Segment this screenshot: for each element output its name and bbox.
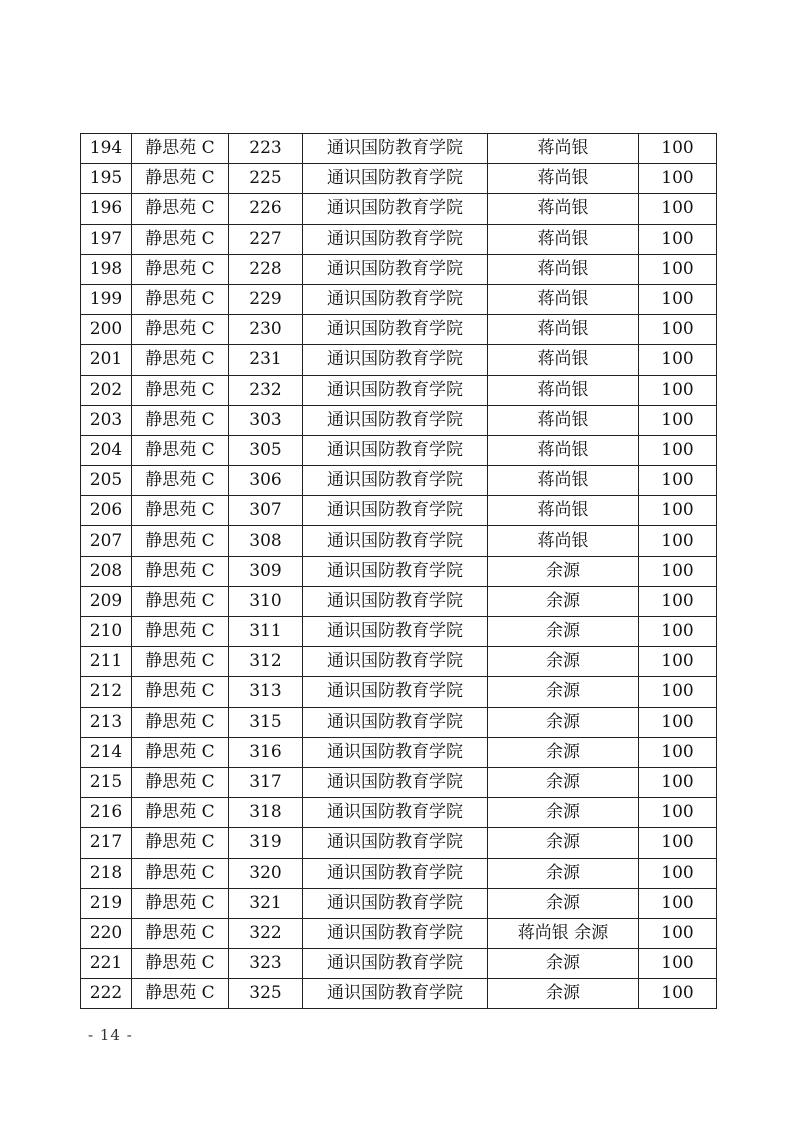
score-cell: 100 — [639, 677, 717, 707]
building-cell: 静思苑 C — [132, 647, 229, 677]
building-cell: 静思苑 C — [132, 164, 229, 194]
college-cell: 通识国防教育学院 — [303, 284, 488, 314]
table-row — [81, 918, 717, 948]
building-cell: 静思苑 C — [132, 737, 229, 767]
row-index-cell: 202 — [81, 375, 132, 405]
table-row — [81, 254, 717, 284]
name-cell: 余源 — [488, 828, 639, 858]
table-row — [81, 466, 717, 496]
college-cell: 通识国防教育学院 — [303, 496, 488, 526]
row-index-cell: 212 — [81, 677, 132, 707]
building-cell: 静思苑 C — [132, 405, 229, 435]
table-row — [81, 496, 717, 526]
college-cell: 通识国防教育学院 — [303, 617, 488, 647]
table-row — [81, 556, 717, 586]
score-cell: 100 — [639, 134, 717, 164]
score-cell: 100 — [639, 586, 717, 616]
building-cell: 静思苑 C — [132, 466, 229, 496]
building-cell: 静思苑 C — [132, 375, 229, 405]
college-cell: 通识国防教育学院 — [303, 677, 488, 707]
row-index-cell: 194 — [81, 134, 132, 164]
building-cell: 静思苑 C — [132, 617, 229, 647]
college-cell: 通识国防教育学院 — [303, 888, 488, 918]
table-row — [81, 194, 717, 224]
row-index-cell: 196 — [81, 194, 132, 224]
college-cell: 通识国防教育学院 — [303, 405, 488, 435]
college-cell: 通识国防教育学院 — [303, 647, 488, 677]
table-row — [81, 979, 717, 1009]
score-cell: 100 — [639, 224, 717, 254]
name-cell: 蒋尚银 — [488, 496, 639, 526]
room-cell: 225 — [229, 164, 303, 194]
row-index-cell: 205 — [81, 466, 132, 496]
score-cell: 100 — [639, 888, 717, 918]
row-index-cell: 222 — [81, 979, 132, 1009]
table-row — [81, 949, 717, 979]
table-row — [81, 858, 717, 888]
college-cell: 通识国防教育学院 — [303, 767, 488, 797]
college-cell: 通识国防教育学院 — [303, 224, 488, 254]
row-index-cell: 214 — [81, 737, 132, 767]
room-cell: 308 — [229, 526, 303, 556]
table-row — [81, 134, 717, 164]
college-cell: 通识国防教育学院 — [303, 435, 488, 465]
college-cell: 通识国防教育学院 — [303, 254, 488, 284]
table-row — [81, 617, 717, 647]
college-cell: 通识国防教育学院 — [303, 949, 488, 979]
college-cell: 通识国防教育学院 — [303, 315, 488, 345]
name-cell: 余源 — [488, 556, 639, 586]
building-cell: 静思苑 C — [132, 858, 229, 888]
room-cell: 305 — [229, 435, 303, 465]
table-row — [81, 647, 717, 677]
room-cell: 226 — [229, 194, 303, 224]
room-cell: 230 — [229, 315, 303, 345]
dormitory-table — [80, 133, 717, 1009]
room-cell: 312 — [229, 647, 303, 677]
name-cell: 余源 — [488, 888, 639, 918]
room-cell: 317 — [229, 767, 303, 797]
college-cell: 通识国防教育学院 — [303, 375, 488, 405]
name-cell: 余源 — [488, 737, 639, 767]
score-cell: 100 — [639, 828, 717, 858]
college-cell: 通识国防教育学院 — [303, 345, 488, 375]
room-cell: 307 — [229, 496, 303, 526]
room-cell: 306 — [229, 466, 303, 496]
building-cell: 静思苑 C — [132, 284, 229, 314]
building-cell: 静思苑 C — [132, 979, 229, 1009]
table-row — [81, 767, 717, 797]
building-cell: 静思苑 C — [132, 828, 229, 858]
room-cell: 303 — [229, 405, 303, 435]
row-index-cell: 215 — [81, 767, 132, 797]
name-cell: 蒋尚银 — [488, 345, 639, 375]
building-cell: 静思苑 C — [132, 767, 229, 797]
building-cell: 静思苑 C — [132, 224, 229, 254]
table-row — [81, 345, 717, 375]
score-cell: 100 — [639, 707, 717, 737]
college-cell: 通识国防教育学院 — [303, 858, 488, 888]
score-cell: 100 — [639, 979, 717, 1009]
table-row — [81, 284, 717, 314]
score-cell: 100 — [639, 647, 717, 677]
score-cell: 100 — [639, 949, 717, 979]
name-cell: 蒋尚银 — [488, 526, 639, 556]
building-cell: 静思苑 C — [132, 345, 229, 375]
row-index-cell: 217 — [81, 828, 132, 858]
name-cell: 蒋尚银 — [488, 315, 639, 345]
college-cell: 通识国防教育学院 — [303, 526, 488, 556]
building-cell: 静思苑 C — [132, 918, 229, 948]
building-cell: 静思苑 C — [132, 556, 229, 586]
table-row — [81, 707, 717, 737]
row-index-cell: 206 — [81, 496, 132, 526]
name-cell: 蒋尚银 — [488, 164, 639, 194]
score-cell: 100 — [639, 737, 717, 767]
room-cell: 228 — [229, 254, 303, 284]
table-row — [81, 798, 717, 828]
name-cell: 余源 — [488, 798, 639, 828]
score-cell: 100 — [639, 798, 717, 828]
score-cell: 100 — [639, 466, 717, 496]
college-cell: 通识国防教育学院 — [303, 164, 488, 194]
building-cell: 静思苑 C — [132, 254, 229, 284]
row-index-cell: 203 — [81, 405, 132, 435]
table-row — [81, 375, 717, 405]
score-cell: 100 — [639, 284, 717, 314]
room-cell: 322 — [229, 918, 303, 948]
room-cell: 316 — [229, 737, 303, 767]
college-cell: 通识国防教育学院 — [303, 828, 488, 858]
name-cell: 余源 — [488, 767, 639, 797]
building-cell: 静思苑 C — [132, 194, 229, 224]
table-body — [81, 134, 717, 1009]
table-row — [81, 164, 717, 194]
college-cell: 通识国防教育学院 — [303, 737, 488, 767]
name-cell: 余源 — [488, 707, 639, 737]
score-cell: 100 — [639, 496, 717, 526]
name-cell: 余源 — [488, 647, 639, 677]
name-cell: 余源 — [488, 617, 639, 647]
building-cell: 静思苑 C — [132, 435, 229, 465]
row-index-cell: 197 — [81, 224, 132, 254]
row-index-cell: 219 — [81, 888, 132, 918]
row-index-cell: 201 — [81, 345, 132, 375]
room-cell: 321 — [229, 888, 303, 918]
row-index-cell: 210 — [81, 617, 132, 647]
room-cell: 315 — [229, 707, 303, 737]
table-row — [81, 888, 717, 918]
score-cell: 100 — [639, 315, 717, 345]
row-index-cell: 220 — [81, 918, 132, 948]
name-cell: 余源 — [488, 677, 639, 707]
college-cell: 通识国防教育学院 — [303, 918, 488, 948]
building-cell: 静思苑 C — [132, 798, 229, 828]
room-cell: 231 — [229, 345, 303, 375]
room-cell: 310 — [229, 586, 303, 616]
name-cell: 蒋尚银 — [488, 194, 639, 224]
table-row — [81, 828, 717, 858]
room-cell: 320 — [229, 858, 303, 888]
row-index-cell: 199 — [81, 284, 132, 314]
score-cell: 100 — [639, 254, 717, 284]
building-cell: 静思苑 C — [132, 526, 229, 556]
college-cell: 通识国防教育学院 — [303, 556, 488, 586]
score-cell: 100 — [639, 617, 717, 647]
table-row — [81, 586, 717, 616]
name-cell: 余源 — [488, 586, 639, 616]
building-cell: 静思苑 C — [132, 315, 229, 345]
row-index-cell: 218 — [81, 858, 132, 888]
score-cell: 100 — [639, 164, 717, 194]
score-cell: 100 — [639, 375, 717, 405]
room-cell: 319 — [229, 828, 303, 858]
table-row — [81, 405, 717, 435]
table-row — [81, 526, 717, 556]
room-cell: 232 — [229, 375, 303, 405]
room-cell: 309 — [229, 556, 303, 586]
name-cell: 蒋尚银 — [488, 375, 639, 405]
page-number: - 14 - — [88, 1026, 133, 1044]
building-cell: 静思苑 C — [132, 707, 229, 737]
row-index-cell: 213 — [81, 707, 132, 737]
row-index-cell: 195 — [81, 164, 132, 194]
name-cell: 余源 — [488, 949, 639, 979]
name-cell: 余源 — [488, 979, 639, 1009]
score-cell: 100 — [639, 526, 717, 556]
row-index-cell: 221 — [81, 949, 132, 979]
table-row — [81, 737, 717, 767]
room-cell: 325 — [229, 979, 303, 1009]
score-cell: 100 — [639, 345, 717, 375]
score-cell: 100 — [639, 435, 717, 465]
row-index-cell: 208 — [81, 556, 132, 586]
score-cell: 100 — [639, 194, 717, 224]
building-cell: 静思苑 C — [132, 888, 229, 918]
building-cell: 静思苑 C — [132, 134, 229, 164]
row-index-cell: 200 — [81, 315, 132, 345]
room-cell: 311 — [229, 617, 303, 647]
room-cell: 227 — [229, 224, 303, 254]
building-cell: 静思苑 C — [132, 496, 229, 526]
name-cell: 蒋尚银 — [488, 224, 639, 254]
row-index-cell: 211 — [81, 647, 132, 677]
room-cell: 223 — [229, 134, 303, 164]
college-cell: 通识国防教育学院 — [303, 798, 488, 828]
college-cell: 通识国防教育学院 — [303, 586, 488, 616]
building-cell: 静思苑 C — [132, 586, 229, 616]
name-cell: 蒋尚银 — [488, 284, 639, 314]
building-cell: 静思苑 C — [132, 949, 229, 979]
table-row — [81, 677, 717, 707]
room-cell: 229 — [229, 284, 303, 314]
name-cell: 蒋尚银 — [488, 134, 639, 164]
college-cell: 通识国防教育学院 — [303, 707, 488, 737]
college-cell: 通识国防教育学院 — [303, 979, 488, 1009]
name-cell: 蒋尚银 — [488, 405, 639, 435]
college-cell: 通识国防教育学院 — [303, 466, 488, 496]
name-cell: 蒋尚银 余源 — [488, 918, 639, 948]
room-cell: 318 — [229, 798, 303, 828]
score-cell: 100 — [639, 918, 717, 948]
score-cell: 100 — [639, 405, 717, 435]
table-row — [81, 224, 717, 254]
row-index-cell: 209 — [81, 586, 132, 616]
table-row — [81, 435, 717, 465]
name-cell: 蒋尚银 — [488, 466, 639, 496]
name-cell: 余源 — [488, 858, 639, 888]
row-index-cell: 216 — [81, 798, 132, 828]
room-cell: 313 — [229, 677, 303, 707]
row-index-cell: 207 — [81, 526, 132, 556]
score-cell: 100 — [639, 556, 717, 586]
score-cell: 100 — [639, 767, 717, 797]
college-cell: 通识国防教育学院 — [303, 134, 488, 164]
room-cell: 323 — [229, 949, 303, 979]
table-row — [81, 315, 717, 345]
college-cell: 通识国防教育学院 — [303, 194, 488, 224]
row-index-cell: 204 — [81, 435, 132, 465]
row-index-cell: 198 — [81, 254, 132, 284]
score-cell: 100 — [639, 858, 717, 888]
name-cell: 蒋尚银 — [488, 254, 639, 284]
building-cell: 静思苑 C — [132, 677, 229, 707]
name-cell: 蒋尚银 — [488, 435, 639, 465]
